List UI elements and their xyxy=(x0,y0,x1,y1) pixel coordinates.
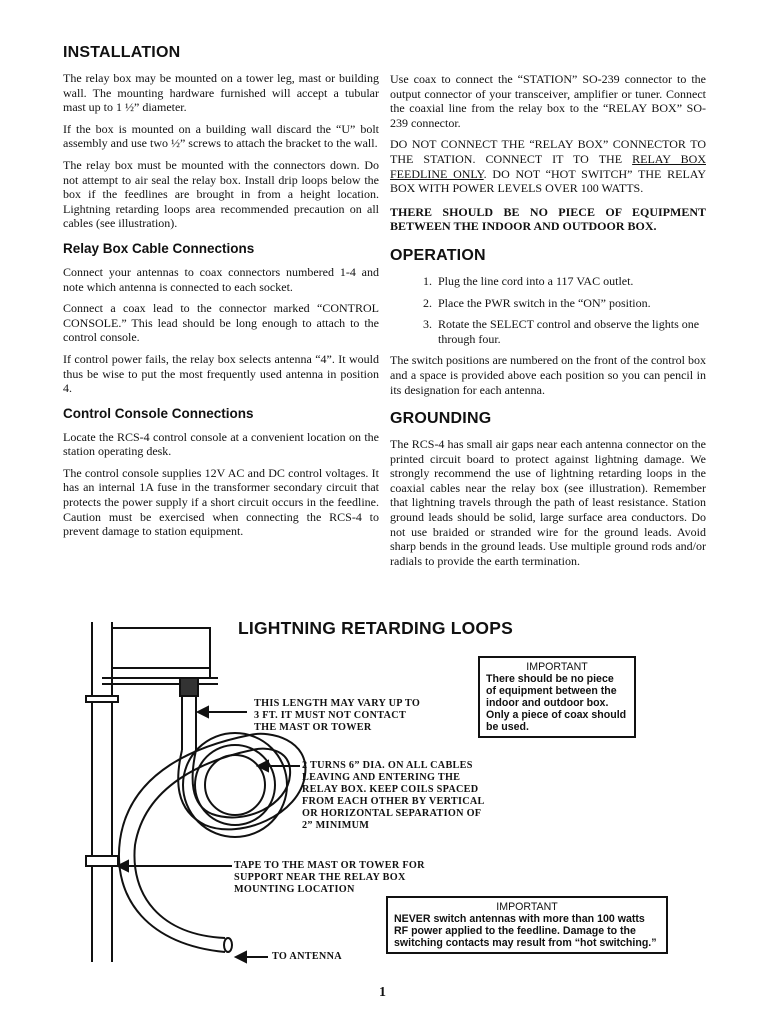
important-box-title: IMPORTANT xyxy=(496,901,558,913)
important-box-line: NEVER switch antennas with more than 100 watts xyxy=(394,913,645,925)
label-line: 2 TURNS 6” DIA. ON ALL CABLES xyxy=(302,760,473,771)
relay-cable-paragraph: Connect a coax lead to the connector marked “CONTROL CONSOLE.” This lead should be long enough to attach to the control console. xyxy=(63,301,379,345)
important-box-line: There should be no piece xyxy=(486,673,614,685)
label-line: RELAY BOX. KEEP COILS SPACED xyxy=(302,784,479,795)
important-box-line: switching contacts may result from “hot switching.” xyxy=(394,937,657,949)
operation-step: 1. Plug the line cord into a 117 VAC outlet. xyxy=(435,274,706,289)
coil-loop xyxy=(205,755,265,815)
installation-heading: INSTALLATION xyxy=(63,44,181,61)
installation-paragraph: If the box is mounted on a building wall discard the “U” bolt assembly and use two ½” screws to attach the bracket to the wall. xyxy=(63,121,379,151)
important-box-line: of equipment between the xyxy=(486,685,617,697)
tape-band xyxy=(86,856,118,866)
turns-label xyxy=(302,760,485,832)
antenna-label: TO ANTENNA xyxy=(272,951,342,962)
warning-bold-paragraph: THERE SHOULD BE NO PIECE OF EQUIPMENT BETWEEN THE INDOOR AND OUTDOOR BOX. xyxy=(390,204,706,234)
label-line: MOUNTING LOCATION xyxy=(234,884,355,895)
console-conn-heading: Control Console Connections xyxy=(63,405,254,421)
operation-paragraph: The switch positions are numbered on the front of the control box and a space is provided above each position so you can pencil in its designation for each antenna. xyxy=(390,353,706,397)
label-line: SUPPORT NEAR THE RELAY BOX xyxy=(234,872,406,883)
relay-box xyxy=(112,628,210,668)
operation-steps xyxy=(390,274,706,346)
important-box-line: indoor and outdoor box. xyxy=(486,697,609,709)
operation-step: 2. Place the PWR switch in the “ON” position. xyxy=(435,296,706,311)
coax-paragraph: Use coax to connect the “STATION” SO-239 connector to the output connector of your transceiver, amplifier or tuner. Connect the coaxial line from the relay box to the “RELAY BOX” SO-239 connector. xyxy=(390,72,706,130)
label-line: FROM EACH OTHER BY VERTICAL xyxy=(302,796,485,807)
arrow-head xyxy=(236,952,246,962)
installation-paragraph: The relay box may be mounted on a tower leg, mast or building wall. The mounting hardware furnished will accept a tubular mast up to 1 ½” diameter. xyxy=(63,71,379,115)
important-box-line: be used. xyxy=(486,721,529,733)
installation-paragraph: The relay box must be mounted with the connectors down. Do not attempt to air seal the relay box. Install drip loops below the box if the feedlines are brought in from a height location. Lightning retarding loops area recommended precaution on all cables (see illustration). xyxy=(63,157,379,231)
important-box-line: Only a piece of coax should xyxy=(486,709,627,721)
label-line: THIS LENGTH MAY VARY UP TO xyxy=(254,698,421,709)
relay-cable-heading: Relay Box Cable Connections xyxy=(63,240,255,256)
coax-connector xyxy=(180,678,198,696)
arrow-head xyxy=(198,707,208,717)
important-box-line: RF power applied to the feedline. Damage to the xyxy=(394,925,636,937)
left-column xyxy=(63,44,379,546)
cable-end xyxy=(224,938,232,952)
console-conn-paragraph: Locate the RCS-4 control console at a convenient location on the station operating desk. xyxy=(63,429,379,459)
grounding-heading: GROUNDING xyxy=(390,410,492,428)
warning-underlined: RELAY BOX FEEDLINE ONLY xyxy=(390,151,706,181)
relay-cable-paragraph: If control power fails, the relay box selects antenna “4”. It would thus be wise to put the most frequently used antenna in position 4. xyxy=(63,351,379,396)
warning-text: . DO NOT “HOT SWITCH” THE RELAY BOX WITH POWER LEVELS OVER 100 WATTS. xyxy=(390,166,707,196)
label-line: 2” MINIMUM xyxy=(302,820,370,831)
label-line: TAPE TO THE MAST OR TOWER FOR xyxy=(234,860,425,871)
operation-heading: OPERATION xyxy=(390,246,486,264)
grounding-paragraph: The RCS-4 has small air gaps near each antenna connector on the printed circuit board to protect against lightning damage. We strongly recommend the use of lightning retarding loops in the coaxial cables near the relay box (see illustration). Remember that lightning travels through the path of least resistance. Station ground leads should be solid, large surface area conductors. Do not use braided or stranded wire for the ground leads. Avoid sharp bends in the ground leads. Use multiple ground rods and/or radials to provide the earth termination. xyxy=(390,437,706,568)
warning-text: DO NOT CONNECT THE “RELAY BOX” CONNECTOR TO THE STATION. CONNECT IT TO THE xyxy=(390,137,706,166)
important-box-title: IMPORTANT xyxy=(526,661,588,673)
label-line: 3 FT. IT MUST NOT CONTACT xyxy=(254,710,407,721)
console-conn-paragraph: The control console supplies 12V AC and DC control voltages. It has an internal 1A fuse in the transformer secondary circuit that protects the power supply if a short circuit occurs in the feedline. Caution must be exercised when connecting the RCS-4 to prevent damage to station equipment. xyxy=(63,465,379,539)
relay-cable-paragraph: Connect your antennas to coax connectors numbered 1-4 and note which antenna is connected to each socket. xyxy=(63,264,379,294)
label-line: LEAVING AND ENTERING THE xyxy=(302,772,461,783)
length-label xyxy=(254,698,420,734)
coil-loop xyxy=(195,745,275,825)
right-column xyxy=(390,72,706,575)
page-number: 1 xyxy=(379,985,386,1000)
warning-paragraph xyxy=(390,137,706,195)
arrow-head xyxy=(258,761,268,771)
important-box-hotswitch xyxy=(386,896,668,954)
label-line: OR HORIZONTAL SEPARATION OF xyxy=(302,808,482,819)
u-bolt xyxy=(86,696,118,702)
tape-label xyxy=(234,860,425,896)
important-box-equipment xyxy=(478,656,636,738)
figure-title: LIGHTNING RETARDING LOOPS xyxy=(238,618,513,638)
coax-cable xyxy=(134,749,290,938)
operation-step: 3. Rotate the SELECT control and observe the lights one through four. xyxy=(435,317,706,346)
label-line: THE MAST OR TOWER xyxy=(254,722,372,733)
